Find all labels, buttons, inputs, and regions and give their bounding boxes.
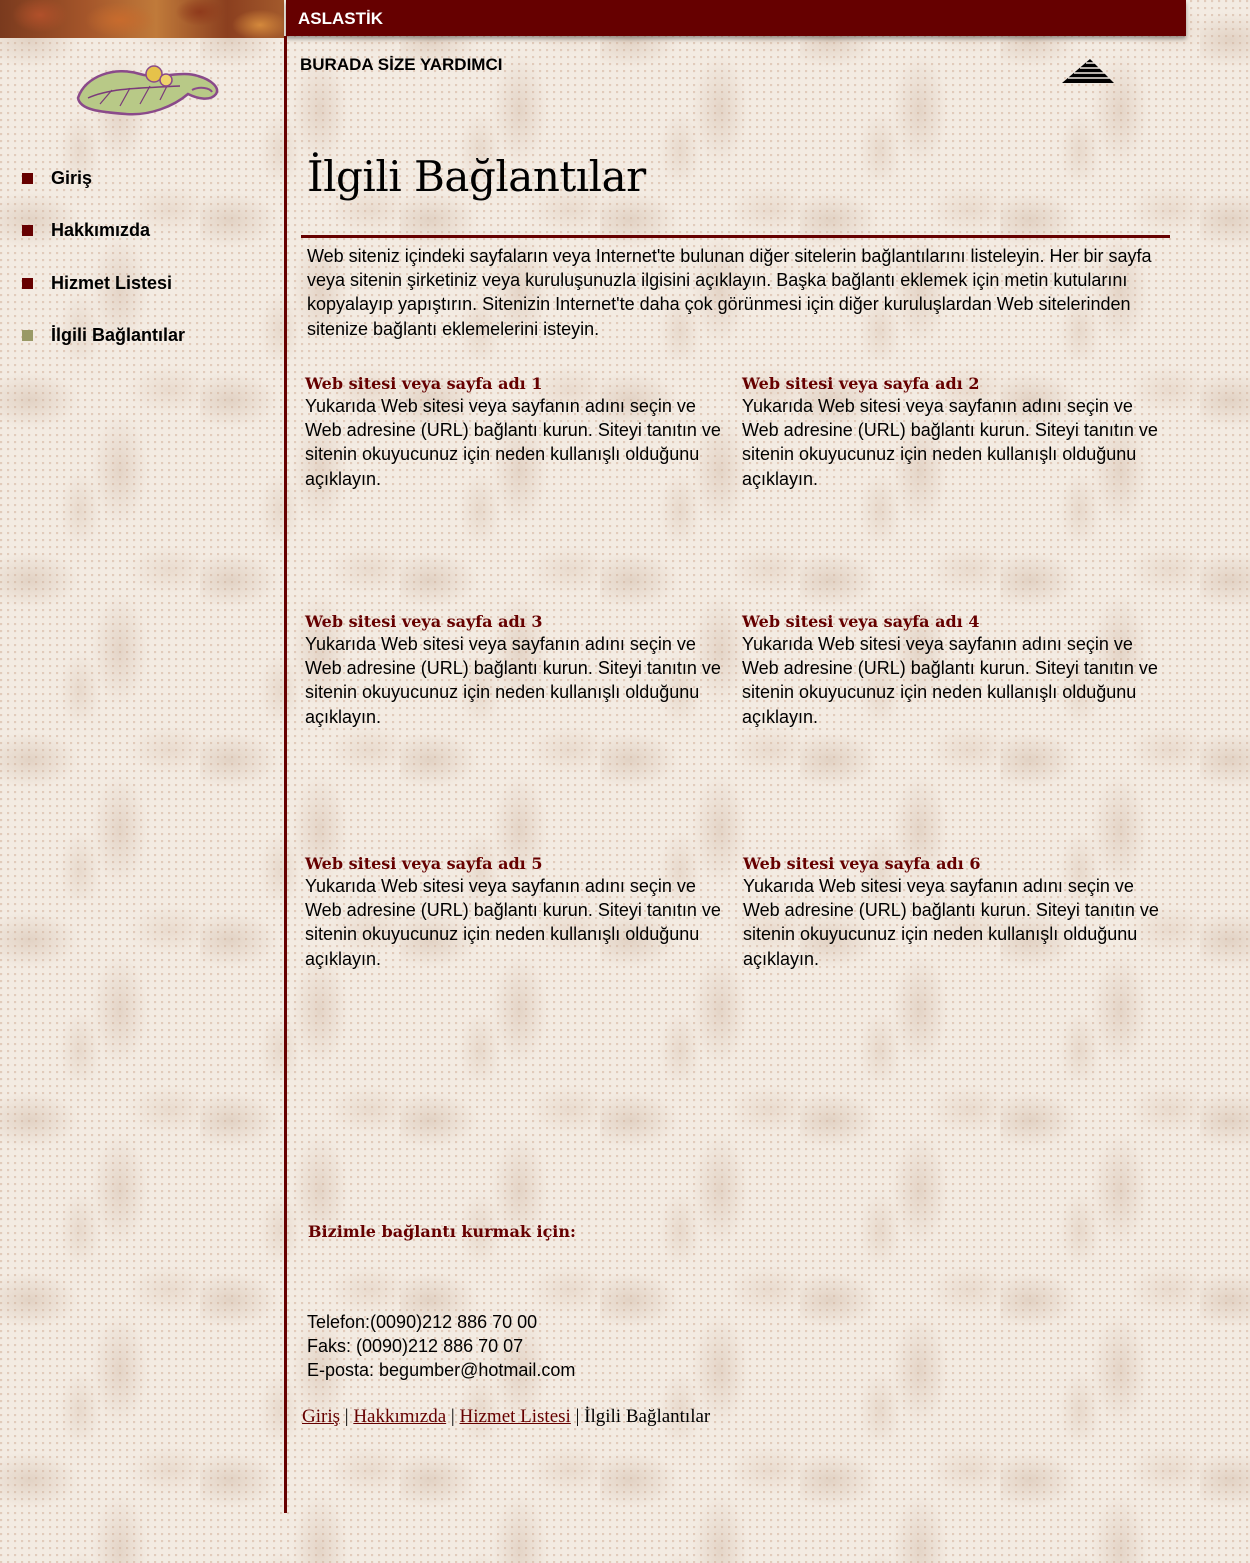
link-description: Yukarıda Web sitesi veya sayfanın adını seçin ve Web adresine (URL) bağlantı kurun. Siteyi tanıtın ve sitenin okuyucunuz için neden kullanışlı olduğunu açıklayın. <box>305 396 721 489</box>
sidebar-item-giris[interactable] <box>22 165 185 191</box>
company-name: ASLASTİK <box>298 9 383 28</box>
ornamental-leaf-icon <box>70 58 222 120</box>
footer-current-page: İlgili Bağlantılar <box>584 1406 711 1427</box>
sidebar-item-label: İlgili Bağlantılar <box>51 325 186 345</box>
page-title: İlgili Bağlantılar <box>307 152 646 201</box>
title-divider <box>301 235 1170 238</box>
link-block-3 <box>305 612 735 729</box>
link-description: Yukarıda Web sitesi veya sayfanın adını seçin ve Web adresine (URL) bağlantı kurun. Siteyi tanıtın ve sitenin okuyucunuz için neden kullanışlı olduğunu açıklayın. <box>742 634 1158 727</box>
link-description: Yukarıda Web sitesi veya sayfanın adını seçin ve Web adresine (URL) bağlantı kurun. Siteyi tanıtın ve sitenin okuyucunuz için neden kullanışlı olduğunu açıklayın. <box>305 634 721 727</box>
footer-separator: | <box>575 1406 580 1427</box>
link-block-4 <box>742 612 1172 729</box>
sidebar-nav <box>22 165 185 375</box>
contact-email: E-posta: begumber@hotmail.com <box>307 1360 576 1381</box>
footer-link-hizmet-listesi[interactable]: Hizmet Listesi <box>459 1406 571 1427</box>
square-bullet-icon <box>22 225 33 236</box>
square-bullet-icon <box>22 278 33 289</box>
contact-info <box>307 1310 575 1383</box>
link-title[interactable]: Web sitesi veya sayfa adı 3 <box>305 612 543 631</box>
sidebar-item-label: Hakkımızda <box>51 220 151 240</box>
header-bar <box>286 0 1186 36</box>
vertical-divider <box>284 36 287 1513</box>
link-title[interactable]: Web sitesi veya sayfa adı 4 <box>742 612 980 631</box>
link-title[interactable]: Web sitesi veya sayfa adı 2 <box>742 374 980 393</box>
link-block-2 <box>742 374 1172 491</box>
pyramid-stairs-icon <box>1060 57 1116 85</box>
square-bullet-icon <box>22 173 33 184</box>
sidebar-item-label: Giriş <box>51 167 93 188</box>
link-description: Yukarıda Web sitesi veya sayfanın adını seçin ve Web adresine (URL) bağlantı kurun. Siteyi tanıtın ve sitenin okuyucunuz için neden kullanışlı olduğunu açıklayın. <box>305 876 721 969</box>
footer-link-hakkimizda[interactable]: Hakkımızda <box>353 1406 447 1427</box>
contact-phone: Telefon:(0090)212 886 70 00 <box>307 1312 538 1332</box>
footer-link-giris[interactable]: Giriş <box>302 1406 340 1427</box>
sidebar-item-ilgili-baglantilar[interactable] <box>22 323 185 349</box>
footer-separator: | <box>450 1406 455 1427</box>
link-title[interactable]: Web sitesi veya sayfa adı 5 <box>305 854 543 873</box>
sidebar-item-label: Hizmet Listesi <box>51 272 173 293</box>
link-block-5 <box>305 854 735 971</box>
square-bullet-icon <box>22 330 33 341</box>
sidebar-item-hizmet-listesi[interactable] <box>22 270 185 296</box>
footer-separator: | <box>344 1406 349 1427</box>
link-title[interactable]: Web sitesi veya sayfa adı 1 <box>305 374 543 393</box>
link-title[interactable]: Web sitesi veya sayfa adı 6 <box>743 854 981 873</box>
intro-text: Web siteniz içindeki sayfaların veya Internet'te bulunan diğer sitelerin bağlantılarını listeleyin. Her bir sayfa veya sitenin şirketiniz veya kuruluşunuzla ilgisini açıklayın. Başka bağlantı eklemek için metin kutularını kopyalayıp yapıştırın. Sitenizin Internet'te daha çok görünmesi için diğer kuruluşlardan Web sitelerinden sitenize bağlantı eklemelerini isteyin. <box>307 246 1152 339</box>
contact-heading: Bizimle bağlantı kurmak için: <box>308 1222 576 1241</box>
link-description: Yukarıda Web sitesi veya sayfanın adını seçin ve Web adresine (URL) bağlantı kurun. Siteyi tanıtın ve sitenin okuyucunuz için neden kullanışlı olduğunu açıklayın. <box>743 876 1159 969</box>
contact-fax: Faks: (0090)212 886 70 07 <box>307 1336 524 1357</box>
link-block-6 <box>743 854 1173 971</box>
header-photo-strip <box>0 0 284 38</box>
link-description: Yukarıda Web sitesi veya sayfanın adını seçin ve Web adresine (URL) bağlantı kurun. Siteyi tanıtın ve sitenin okuyucunuz için neden kullanışlı olduğunu açıklayın. <box>742 396 1158 489</box>
tagline: BURADA SİZE YARDIMCI <box>300 55 503 74</box>
link-block-1 <box>305 374 735 491</box>
sidebar-item-hakkimizda[interactable] <box>22 218 185 244</box>
footer-nav <box>302 1406 710 1428</box>
